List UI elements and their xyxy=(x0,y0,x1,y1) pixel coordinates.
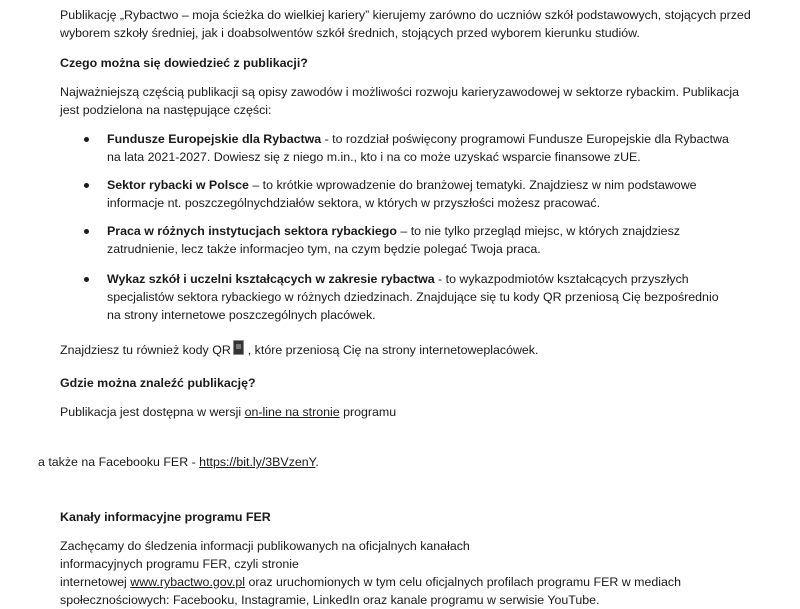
qr-text-after: , które przeniosą Cię na strony internetoweplacówek. xyxy=(247,343,539,357)
bullet-1-text: - to rozdział poświęcony programowi Fundusze Europejskie dla Rybactwa xyxy=(321,132,729,146)
online-link[interactable]: on-line na stronie xyxy=(244,405,340,419)
qr-paragraph xyxy=(60,340,538,359)
facebook-line xyxy=(38,453,319,471)
bullet-4-line-2: specjalistów sektora rybackiego w różnych dziedzinach. Znajdujące się tu kody QR przeniosą Cię bezpośrednio xyxy=(107,290,719,304)
facebook-text-after: . xyxy=(315,455,319,469)
availability-text-before: Publikacja jest dostępna w wersji xyxy=(60,405,245,419)
bullet-icon xyxy=(84,183,89,188)
intro-line-2: wyborem szkoły średniej, jak i doabsolwentów szkół średnich, stojących przed wyborem kierunku studiów. xyxy=(60,26,640,40)
bullet-4-text: - to wykazpodmiotów kształcących przyszłych xyxy=(434,272,689,286)
heading-where: Gdzie można znaleźć publikację? xyxy=(60,376,256,390)
qr-code-icon xyxy=(233,340,244,355)
bullet-1-line-2: na lata 2021-2027. Dowiesz się z niego m.in., kto i na co może uzyskać wsparcie finansowe zUE. xyxy=(107,150,641,164)
availability-text-after: programu xyxy=(339,405,397,419)
bullet-2-line-2: informacje nt. poszczególnychdziałów sektora, w których w przyszłości możesz pracować. xyxy=(107,196,601,210)
channels-text-before: internetowej xyxy=(60,575,131,589)
desc-line-1: Najważniejszą częścią publikacji są opisy zawodów i możliwości rozwoju karieryzawodowej w sektorze rybackim. Publikacja xyxy=(60,85,739,99)
bullet-1-title: Fundusze Europejskie dla Rybactwa xyxy=(107,132,322,146)
bullet-3-line-1 xyxy=(107,222,680,240)
bullet-2-text: – to krótkie wprowadzenie do branżowej tematyki. Znajdziesz w nim podstawowe xyxy=(248,178,697,192)
channels-line-2: informacyjnych programu FER, czyli stronie xyxy=(60,557,299,571)
channels-line-4: społecznościowych: Facebooku, Instagramie, LinkedIn oraz kanale programu w serwisie YouTube. xyxy=(60,593,600,607)
facebook-link[interactable]: https://bit.ly/3BVzenY xyxy=(199,455,316,469)
bullet-2-line-1 xyxy=(107,176,697,194)
facebook-text-before: a także na Facebooku FER - xyxy=(38,455,200,469)
bullet-3-text: – to nie tylko przegląd miejsc, w których znajdziesz xyxy=(396,224,680,238)
bullet-4-line-3: na strony internetowe poszczególnych placówek. xyxy=(107,308,376,322)
channels-line-1: Zachęcamy do śledzenia informacji publikowanych na oficjalnych kanałach xyxy=(60,539,470,553)
bullet-4-title: Wykaz szkół i uczelni kształcących w zakresie rybactwa xyxy=(107,272,435,286)
bullet-3-line-2: zatrudnienie, lecz także informacjeo tym, na czym będzie polegać Twoja praca. xyxy=(107,242,541,256)
intro-line-1: Publikację „Rybactwo – moja ścieżka do wielkiej kariery” kierujemy zarówno do uczniów szkół podstawowych, stojących przed xyxy=(60,8,751,22)
qr-text-before: Znajdziesz tu również kody QR xyxy=(60,343,231,357)
bullet-2-title: Sektor rybacki w Polsce xyxy=(107,178,249,192)
bullet-icon xyxy=(84,229,89,234)
heading-learn: Czego można się dowiedzieć z publikacji? xyxy=(60,56,308,70)
bullet-4-line-1 xyxy=(107,270,689,288)
heading-channels: Kanały informacyjne programu FER xyxy=(60,510,271,524)
bullet-icon xyxy=(84,277,89,282)
desc-line-2: jest podzielona na następujące części: xyxy=(60,103,272,117)
bullet-icon xyxy=(84,137,89,142)
bullet-3-title: Praca w różnych instytucjach sektora rybackiego xyxy=(107,224,397,238)
channels-line-3 xyxy=(60,573,681,591)
availability-line xyxy=(60,403,396,421)
website-link[interactable]: www.rybactwo.gov.pl xyxy=(130,575,246,589)
channels-text-after: oraz uruchomionych w tym celu oficjalnych profilach programu FER w mediach xyxy=(245,575,681,589)
bullet-1-line-1 xyxy=(107,130,729,148)
